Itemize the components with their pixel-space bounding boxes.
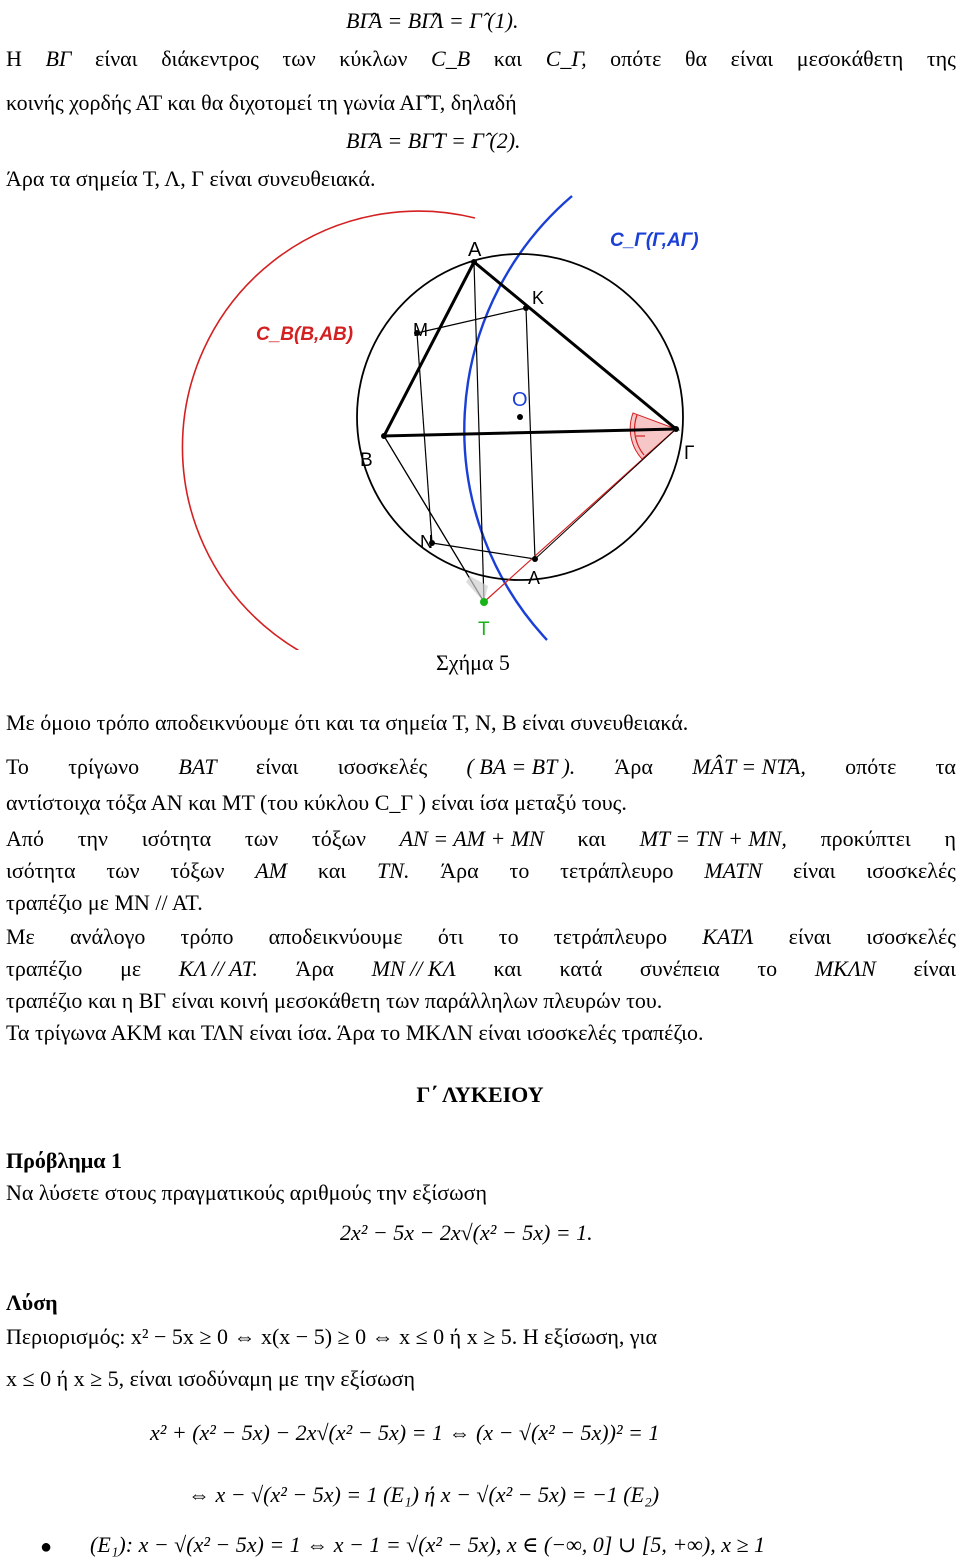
text-line-3: κοινής χορδής ΑΤ και θα διχοτομεί τη γωνία ΑΓ̂Τ, δηλαδή — [6, 90, 517, 115]
w: C_B — [431, 46, 471, 71]
w: ότι — [437, 924, 464, 949]
label-g: Γ — [684, 443, 695, 464]
restriction-line-1: Περιορισμός: x² − 5x ≥ 0 ⇔ x(x − 5) ≥ 0 ⇔ x ≤ 0 ή x ≥ 5. Η εξίσωση, για — [6, 1324, 657, 1349]
para-line-9: τραπέζιο και η ΒΓ είναι κοινή μεσοκάθετη των παράλληλων πλευρών του. — [6, 988, 663, 1013]
w: η — [944, 826, 956, 851]
w: το — [498, 924, 519, 949]
para-line-10: Τα τρίγωνα ΑΚΜ και ΤΛΝ είναι ίσα. Άρα το ΜΚΛΝ είναι ισοσκελές τραπέζιο. — [6, 1020, 704, 1045]
w: τα — [935, 754, 956, 779]
label-t: Τ — [478, 619, 490, 640]
w: C_Γ, — [545, 46, 587, 71]
text-line-5: Άρα τα σημεία Τ, Λ, Γ είναι συνευθειακά. — [6, 166, 376, 191]
w: οπότε — [845, 754, 897, 779]
w: ΒΑΤ — [178, 754, 217, 779]
w: Η — [6, 46, 22, 71]
w: τρόπο — [180, 924, 234, 949]
w: της — [926, 46, 956, 71]
para-line-2 — [6, 752, 956, 782]
w: και — [577, 826, 606, 851]
w: ΜΚΛΝ — [814, 956, 876, 981]
label-a: Α — [468, 239, 482, 261]
w: είναι — [95, 46, 138, 71]
w: ΜΤ = ΤΝ + ΜΝ, — [639, 826, 787, 851]
w: τετράπλευρο — [560, 858, 674, 883]
circle-cb — [182, 211, 476, 650]
label-l: Λ — [528, 568, 541, 588]
w: αποδεικνύουμε — [268, 924, 403, 949]
equation-3: (Ε₁): x − √(x² − 5x) = 1 ⇔ x − 1 = √(x² − 5x), x ∈ (−∞, 0] ∪ [5, +∞), x ≥ 1 — [90, 1532, 766, 1557]
w: και — [493, 46, 523, 71]
w: των — [106, 858, 140, 883]
para-line-5 — [6, 856, 956, 886]
w: των — [282, 46, 316, 71]
w: είναι — [792, 858, 836, 883]
eq-line-2: ΒΓ̂Α = ΒΓ̂Τ = Γ̂ (2). — [346, 128, 521, 153]
solution-heading: Λύση — [6, 1290, 58, 1315]
restriction-line-2: x ≤ 0 ή x ≥ 5, είναι ισοδύναμη με την εξίσωση — [6, 1366, 416, 1391]
w: διάκεντρος — [161, 46, 259, 71]
para-line-3: αντίστοιχα τόξα ΑΝ και ΜΤ (του κύκλου C_Γ ) είναι ίσα μεταξύ τους. — [6, 790, 627, 815]
w: ισοσκελές — [337, 754, 428, 779]
para-line-7 — [6, 922, 956, 952]
label-o: Ο — [512, 389, 528, 411]
equation-1: x² + (x² − 5x) − 2x√(x² − 5x) = 1 ⇔ (x − √(x² − 5x))² = 1 — [150, 1420, 660, 1445]
w: είναι — [255, 754, 299, 779]
w: συνέπεια — [639, 956, 720, 981]
w: θα — [684, 46, 708, 71]
para-line-1: Με όμοιο τρόπο αποδεικνύουμε ότι και τα σημεία Τ, Ν, Β είναι συνευθειακά. — [6, 710, 689, 735]
w: προκύπτει — [820, 826, 911, 851]
main-equation: 2x² − 5x − 2x√(x² − 5x) = 1. — [340, 1220, 593, 1245]
w: τόξων — [170, 858, 225, 883]
w: Το — [6, 754, 29, 779]
label-n: Ν — [420, 532, 433, 552]
w: ΚΑΤΛ — [702, 924, 754, 949]
problem-heading: Πρόβλημα 1 — [6, 1148, 123, 1173]
w: και — [317, 858, 347, 883]
w: είναι — [788, 924, 832, 949]
w: τετράπλευρο — [553, 924, 668, 949]
bullet-icon: ● — [40, 1536, 53, 1558]
w: ΒΓ — [45, 46, 72, 71]
section-heading: Γ΄ ΛΥΚΕΙΟΥ — [416, 1082, 544, 1107]
w: ανάλογο — [69, 924, 146, 949]
w: κύκλων — [339, 46, 408, 71]
para-line-8 — [6, 954, 956, 984]
w: με — [120, 956, 142, 981]
figure-caption: Σχήμα 5 — [436, 650, 510, 675]
w: ΤΝ. — [377, 858, 410, 883]
eq-line-1: BΓ̂Α = BΓ̂Λ = Γ̂ (1). — [346, 8, 519, 33]
equation-2: ⇔ x − √(x² − 5x) = 1 (Ε₁) ή x − √(x² − 5x) = −1 (Ε₂) — [188, 1482, 660, 1507]
text-line-2 — [6, 44, 956, 74]
w: είναι — [730, 46, 774, 71]
label-m: Μ — [413, 320, 428, 340]
label-b: Β — [360, 450, 373, 471]
w: Άρα — [295, 956, 334, 981]
w: ΜÂΤ = ΝΤ̂Α, — [692, 754, 806, 779]
w: κατά — [559, 956, 603, 981]
w: οπότε — [610, 46, 662, 71]
w: Άρα — [440, 858, 479, 883]
w: ΚΛ // ΑΤ. — [178, 956, 258, 981]
w: Άρα — [614, 754, 653, 779]
w: είναι — [913, 956, 956, 981]
label-cg: C_Γ(Γ,ΑΓ) — [610, 230, 699, 251]
problem-statement: Να λύσετε στους πραγματικούς αριθμούς την εξίσωση — [6, 1180, 488, 1205]
w: ισοσκελές — [866, 924, 956, 949]
w: και — [493, 956, 522, 981]
w: το — [509, 858, 530, 883]
label-cb: C_B(B,AB) — [256, 324, 354, 345]
w: των — [244, 826, 279, 851]
w: το — [757, 956, 778, 981]
w: ( ΒΑ = ΒΤ ). — [466, 754, 576, 779]
label-k: Κ — [532, 288, 545, 308]
w: ΑΝ = ΑΜ + ΜΝ — [399, 826, 544, 851]
w: Από — [6, 826, 44, 851]
w: τρίγωνο — [68, 754, 140, 779]
w: ΑΜ — [255, 858, 288, 883]
w: τόξων — [311, 826, 366, 851]
w: ΜΝ // ΚΛ — [371, 956, 456, 981]
para-line-6: τραπέζιο με ΜΝ // ΑΤ. — [6, 890, 203, 915]
w: ισότητα — [6, 858, 76, 883]
w: Με — [6, 924, 35, 949]
w: την — [77, 826, 108, 851]
w: ισότητα — [141, 826, 212, 851]
w: ΜΑΤΝ — [704, 858, 763, 883]
para-line-4 — [6, 824, 956, 854]
w: μεσοκάθετη — [796, 46, 904, 71]
w: ισοσκελές — [866, 858, 956, 883]
w: τραπέζιο — [6, 956, 83, 981]
geometry-figure — [0, 190, 960, 650]
